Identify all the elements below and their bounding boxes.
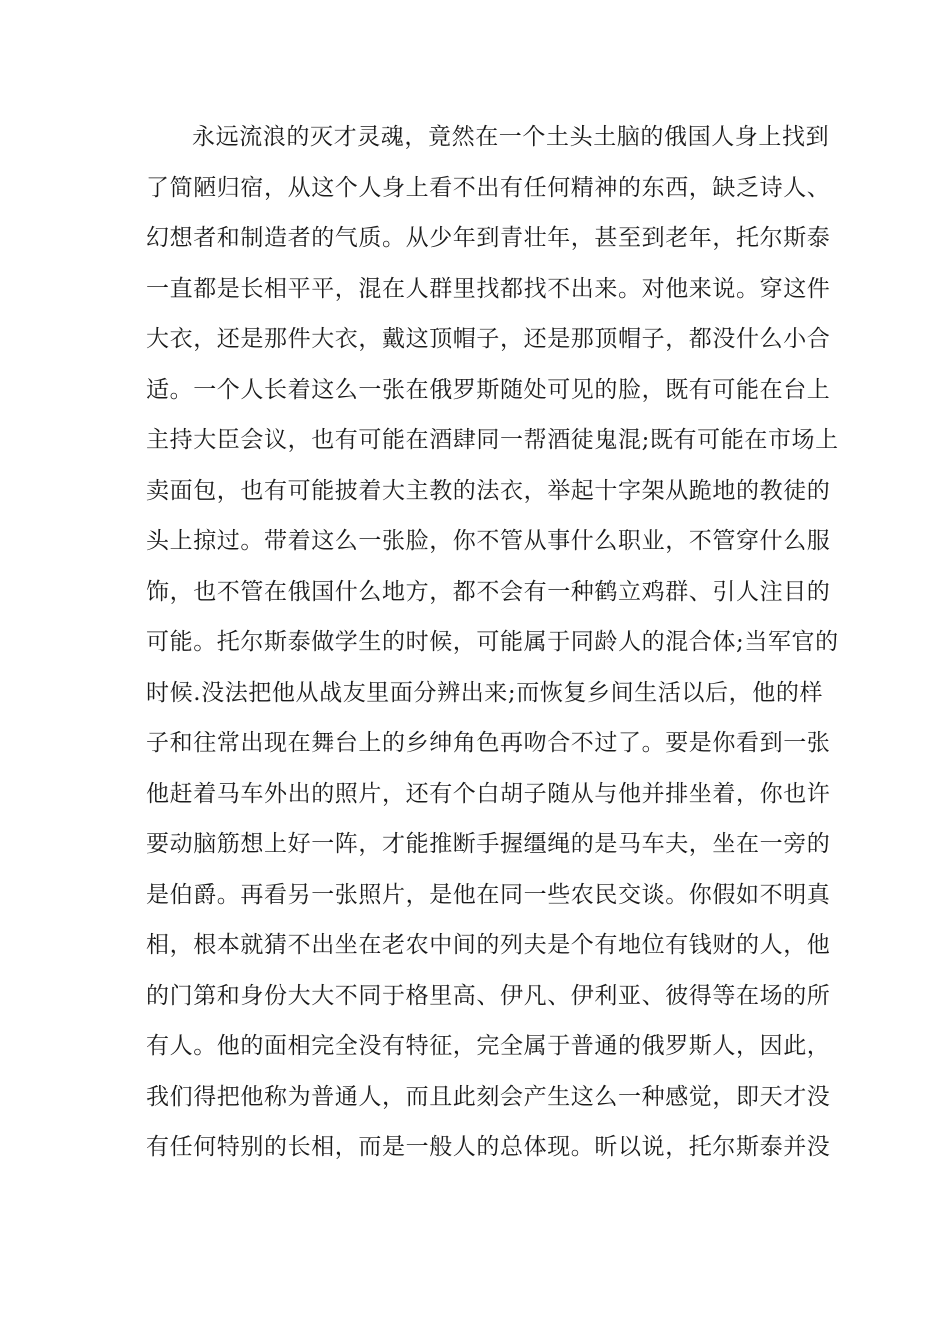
paragraph bbox=[146, 112, 839, 1173]
text-line-18: 的门第和身份大大不同于格里高、伊凡、伊利亚、彼得等在场的所 bbox=[146, 982, 831, 1009]
text-line-8: 卖面包，也有可能披着大主教的法衣，举起十字架从跪地的教徒的 bbox=[146, 477, 831, 504]
text-line-13: 子和往常出现在舞台上的乡绅角色再吻合不过了。要是你看到一张 bbox=[146, 730, 831, 756]
text-line-1: 永远流浪的灭才灵魂，竟然在一个土头土脑的俄国人身上找到 bbox=[192, 124, 830, 150]
text-line-14: 他赶着马车外出的照片，还有个白胡子随从与他并排坐着，你也许 bbox=[146, 780, 831, 807]
text-line-12: 时候.没法把他从战友里面分辨出来;而恢复乡间生活以后，他的样 bbox=[146, 679, 824, 706]
text-line-19: 有人。他的面相完全没有特征，完全属于普通的俄罗斯人，因此， bbox=[146, 1033, 831, 1059]
text-line-6: 适。一个人长着这么一张在俄罗斯随处可见的脸，既有可能在台上 bbox=[146, 376, 831, 403]
text-line-20: 我们得把他称为普通人，而且此刻会产生这么一种感觉，即天才没 bbox=[146, 1083, 831, 1110]
text-line-9: 头上掠过。带着这么一张脸，你不管从事什么职业，不管穿什么服 bbox=[146, 528, 831, 554]
text-line-11: 可能。托尔斯泰做学生的时候，可能属于同龄人的混合体;当军官的 bbox=[146, 629, 839, 655]
text-line-10: 饰，也不管在俄国什么地方，都不会有一种鹤立鸡群、引人注目的 bbox=[146, 578, 831, 605]
text-line-7: 主持大臣会议，也有可能在酒肆同一帮酒徒鬼混;既有可能在市场上 bbox=[146, 427, 839, 453]
text-line-2: 了简陋归宿，从这个人身上看不出有任何精神的东西，缺乏诗人、 bbox=[146, 174, 831, 201]
text-line-15: 要动脑筋想上好一阵，才能推断手握缰绳的是马车夫，坐在一旁的 bbox=[146, 831, 831, 857]
text-line-5: 大衣，还是那件大衣，戴这顶帽子，还是那顶帽子，都没什么小合 bbox=[146, 326, 831, 352]
text-line-3: 幻想者和制造者的气质。从少年到青壮年，甚至到老年，托尔斯泰 bbox=[146, 225, 831, 251]
text-line-21: 有任何特别的长相，而是一般人的总体现。昕以说，托尔斯泰并没 bbox=[146, 1134, 831, 1160]
text-line-4: 一直都是长相平平，混在人群里找都找不出来。对他来说。穿这件 bbox=[146, 275, 831, 302]
text-line-16: 是伯爵。再看另一张照片，是他在同一些农民交谈。你假如不明真 bbox=[146, 881, 831, 908]
text-line-17: 相，根本就猜不出坐在老农中间的列夫是个有地位有钱财的人，他 bbox=[146, 932, 831, 958]
